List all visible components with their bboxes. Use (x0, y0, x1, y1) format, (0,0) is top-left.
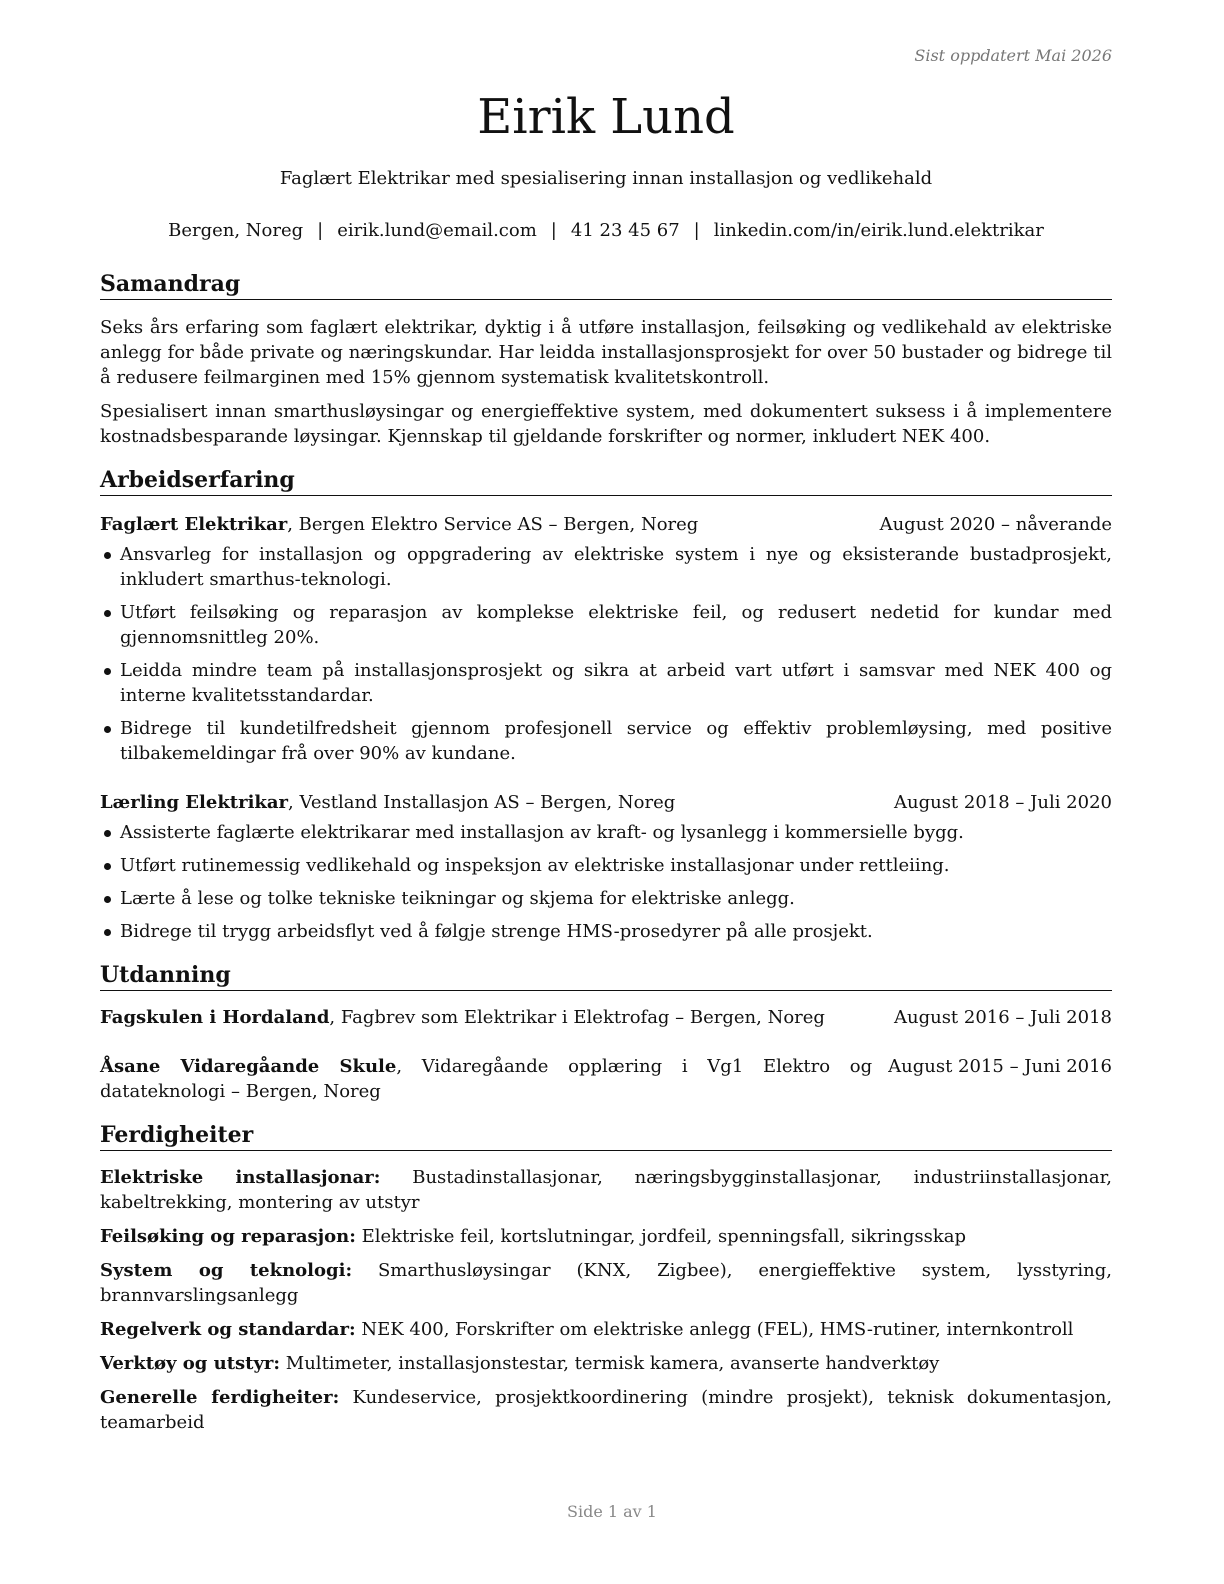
section-title-summary: Samandrag (100, 270, 1112, 300)
education-detail: , Fagbrev som Elektrikar i Elektrofag – Bergen, Noreg (329, 1007, 825, 1028)
job-company: , Bergen Elektro Service AS – Bergen, Noreg (287, 514, 699, 535)
skill-label: Feilsøking og reparasjon: (100, 1226, 356, 1247)
contact-separator: | (693, 220, 700, 241)
education-entry (100, 1005, 1112, 1030)
contact-line (100, 218, 1112, 244)
section-title-skills: Ferdigheiter (100, 1121, 1112, 1151)
education-dates: August 2015 – Juni 2016 (888, 1056, 1112, 1077)
summary-paragraph: Spesialisert innan smarthusløysingar og energieffektive system, med dokumentert suksess i å implementere kostnadsbesparande løysingar. Kjennskap til gjeldande forskrifter og normer, inkludert NEK 400. (100, 401, 1112, 447)
contact-location: Bergen, Noreg (168, 220, 304, 241)
skill-text: Elektriske feil, kortslutningar, jordfeil, spenningsfall, sikringsskap (355, 1226, 967, 1247)
education-detail: , Vidaregåande opplæring i Vg1 Elektro og datateknologi – Bergen, Noreg (100, 1056, 873, 1102)
job-header (100, 790, 1112, 815)
job-bullet: Assisterte faglærte elektrikarar med installasjon av kraft- og lysanlegg i kommersielle bygg. (100, 820, 1112, 845)
skill-text: Multimeter, installasjonstestar, termisk kamera, avanserte handverktøy (280, 1353, 940, 1374)
skill-text: Kundeservice, prosjektkoordinering (mindre prosjekt), teknisk dokumentasjon, teamarbeid (100, 1387, 1113, 1433)
skill-row (100, 1385, 1112, 1435)
skill-label: Elektriske installasjonar: (100, 1167, 381, 1188)
skill-row (100, 1165, 1112, 1215)
skill-text: Smarthusløysingar (KNX, Zigbee), energieffektive system, lysstyring, brannvarslingsanlegg (100, 1260, 1112, 1306)
summary-paragraph: Seks års erfaring som faglært elektrikar, dyktig i å utføre installasjon, feilsøking og vedlikehald av elektriske anlegg for både private og næringskundar. Har leidda installasjonsprosjekt for over 50 bustader og bidrege til å redusere feilmarginen med 15% gjennom systematisk kvalitetskontroll. (100, 317, 1112, 388)
contact-linkedin[interactable]: linkedin.com/in/eirik.lund.elektrikar (713, 220, 1044, 241)
skill-row (100, 1258, 1112, 1308)
contact-phone: 41 23 45 67 (570, 220, 680, 241)
job-company: , Vestland Installasjon AS – Bergen, Noreg (288, 792, 676, 813)
education-entry (100, 1054, 1112, 1104)
education-dates: August 2016 – Juli 2018 (893, 1007, 1112, 1028)
job-bullet: Lærte å lese og tolke tekniske teikningar og skjema for elektriske anlegg. (100, 886, 1112, 911)
skill-row (100, 1224, 1112, 1249)
job-bullet: Utført feilsøking og reparasjon av komplekse elektriske feil, og redusert nedetid for kundar med gjennomsnittleg 20%. (100, 600, 1112, 650)
contact-separator: | (317, 220, 324, 241)
skill-row (100, 1317, 1112, 1342)
skill-row (100, 1351, 1112, 1376)
job-bullets (100, 542, 1112, 766)
skill-text: Bustadinstallasjonar, næringsbygginstallasjonar, industriinstallasjonar, kabeltrekking, montering av utstyr (100, 1167, 1112, 1213)
job-dates: August 2020 – nåverande (879, 514, 1112, 535)
job-bullets (100, 820, 1112, 944)
contact-separator: | (550, 220, 557, 241)
candidate-name: Eirik Lund (477, 89, 735, 145)
education-school: Fagskulen i Hordaland (100, 1007, 330, 1028)
job-header (100, 512, 1112, 537)
job-bullet: Utført rutinemessig vedlikehald og inspeksjon av elektriske installasjonar under rettleiing. (100, 853, 1112, 878)
job-bullet: Ansvarleg for installasjon og oppgradering av elektriske system i nye og eksisterande bustadprosjekt, inkludert smarthus-teknologi. (100, 542, 1112, 592)
page-number: Side 1 av 1 (567, 1502, 657, 1521)
education-school: Åsane Vidaregåande Skule (100, 1056, 397, 1077)
last-updated: Sist oppdatert Mai 2026 (914, 46, 1112, 65)
job-dates: August 2018 – Juli 2020 (893, 792, 1112, 813)
skill-label: Regelverk og standardar: (100, 1319, 356, 1340)
skill-label: Verktøy og utstyr: (100, 1353, 281, 1374)
job-role: Faglært Elektrikar (100, 514, 288, 535)
skill-label: System og teknologi: (100, 1260, 353, 1281)
job-bullet: Bidrege til trygg arbeidsflyt ved å følgje strenge HMS-prosedyrer på alle prosjekt. (100, 919, 1112, 944)
section-title-experience: Arbeidserfaring (100, 466, 1112, 496)
job-bullet: Bidrege til kundetilfredsheit gjennom profesjonell service og effektiv problemløysing, med positive tilbakemeldingar frå over 90% av kundane. (100, 716, 1112, 766)
skill-label: Generelle ferdigheiter: (100, 1387, 340, 1408)
section-title-education: Utdanning (100, 961, 1112, 991)
contact-email[interactable]: eirik.lund@email.com (337, 220, 537, 241)
job-role: Lærling Elektrikar (100, 792, 289, 813)
resume-content (100, 270, 1112, 1435)
job-bullet: Leidda mindre team på installasjonsprosjekt og sikra at arbeid vart utført i samsvar med NEK 400 og interne kvalitetsstandardar. (100, 658, 1112, 708)
skill-text: NEK 400, Forskrifter om elektriske anlegg (FEL), HMS-rutiner, internkontroll (355, 1319, 1074, 1340)
candidate-headline: Faglært Elektrikar med spesialisering innan installasjon og vedlikehald (279, 168, 933, 189)
